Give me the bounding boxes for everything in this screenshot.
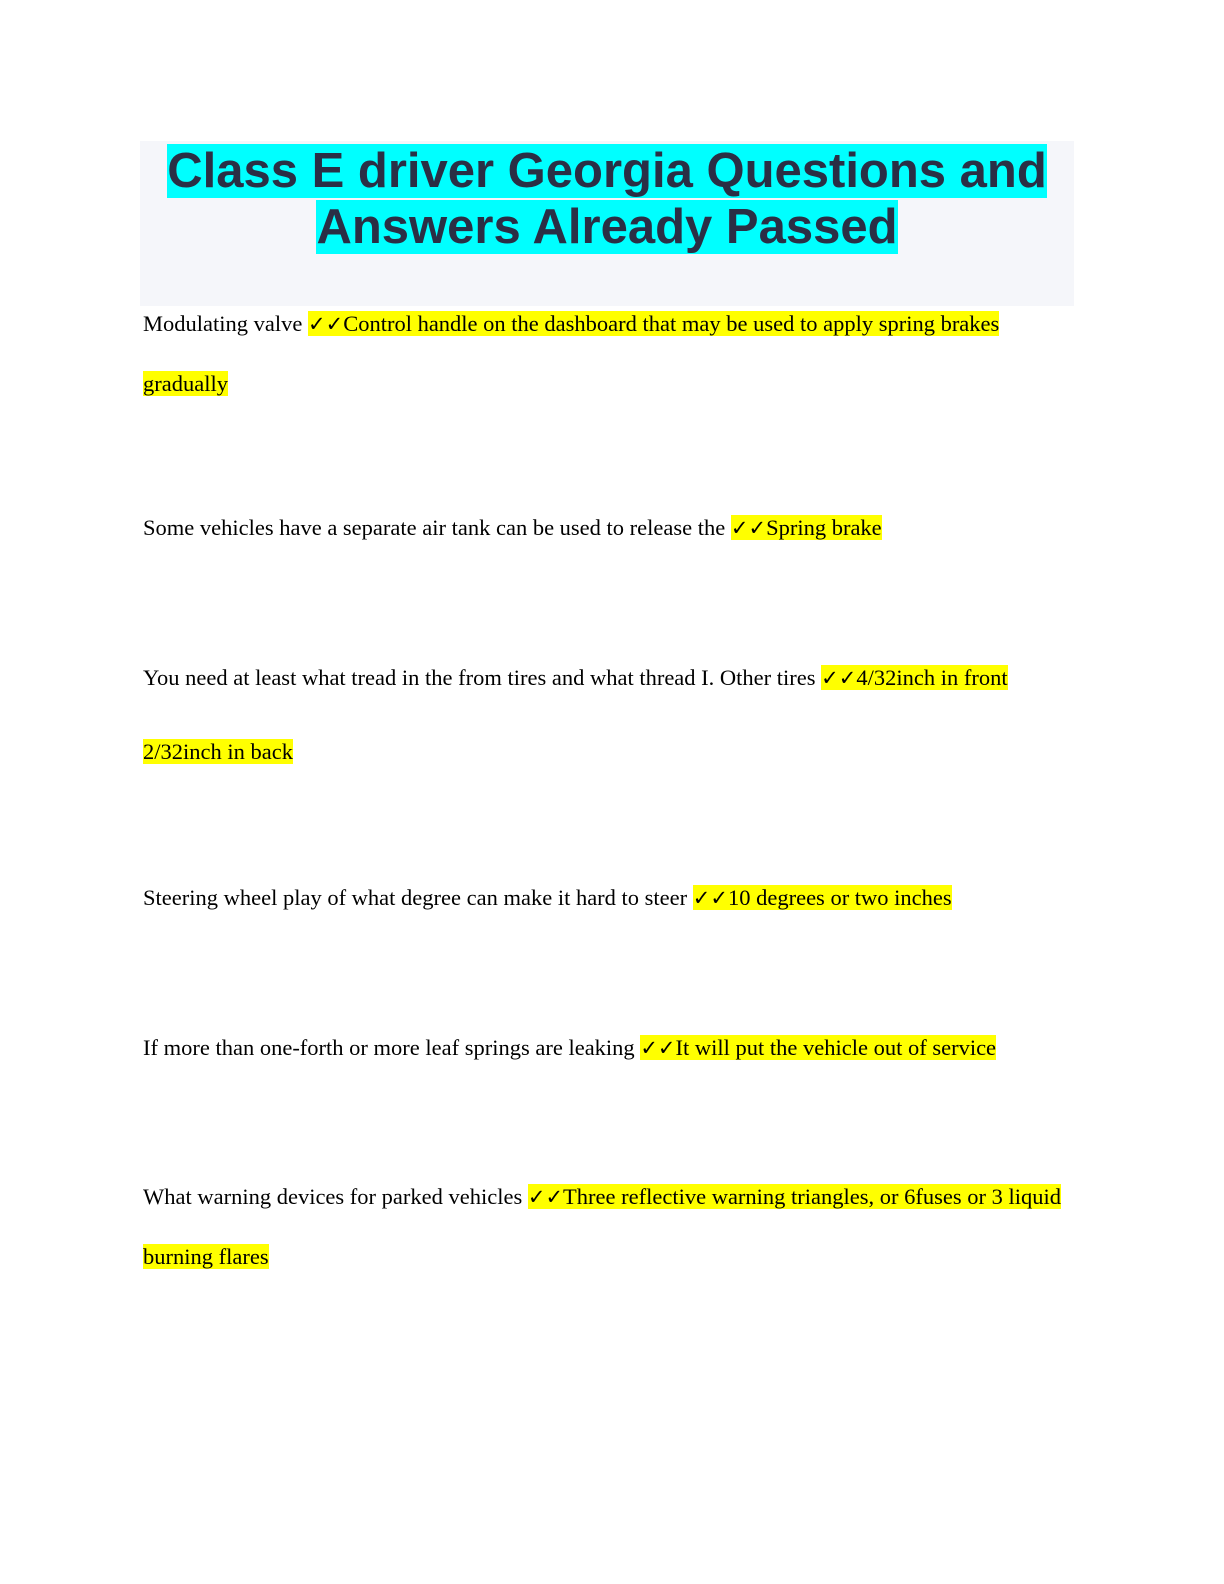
qa-item — [143, 498, 1083, 558]
question-text: Some vehicles have a separate air tank can be used to release the — [143, 515, 731, 540]
question-text: Modulating valve — [143, 311, 308, 336]
answer-highlight — [640, 1035, 996, 1060]
title-box — [140, 141, 1074, 306]
answer-text: Three reflective warning triangles, or 6fuses or 3 liquid burning flares — [143, 1184, 1062, 1269]
answer-text: Control handle on the dashboard that may be used to apply spring brakes gradually — [143, 311, 1000, 396]
qa-item — [143, 294, 1083, 414]
qa-item — [143, 868, 1083, 928]
double-check-icon: ✓✓ — [821, 666, 857, 690]
answer-text: It will put the vehicle out of service — [675, 1035, 997, 1060]
answer-highlight — [693, 885, 952, 910]
double-check-icon: ✓✓ — [692, 886, 728, 910]
question-text: If more than one-forth or more leaf springs are leaking — [143, 1035, 641, 1060]
document-title — [140, 141, 1074, 255]
answer-text: 4/32inch in front 2/32inch in back — [143, 665, 1008, 764]
double-check-icon: ✓✓ — [527, 1185, 564, 1209]
qa-item — [143, 1018, 1083, 1078]
double-check-icon: ✓✓ — [730, 516, 767, 540]
question-text: What warning devices for parked vehicles — [143, 1184, 528, 1209]
double-check-icon: ✓✓ — [640, 1036, 676, 1060]
answer-highlight — [731, 515, 882, 540]
qa-item — [143, 1167, 1083, 1287]
question-text: You need at least what tread in the from tires and what thread I. Other tires — [143, 665, 822, 690]
title-line-2: Answers Already Passed — [316, 200, 898, 254]
double-check-icon: ✓✓ — [307, 312, 344, 336]
answer-text: 10 degrees or two inches — [727, 885, 952, 910]
question-text: Steering wheel play of what degree can make it hard to steer — [143, 885, 693, 910]
answer-text: Spring brake — [766, 515, 882, 540]
qa-item — [143, 641, 1083, 789]
title-line-1: Class E driver Georgia Questions and — [167, 144, 1047, 198]
